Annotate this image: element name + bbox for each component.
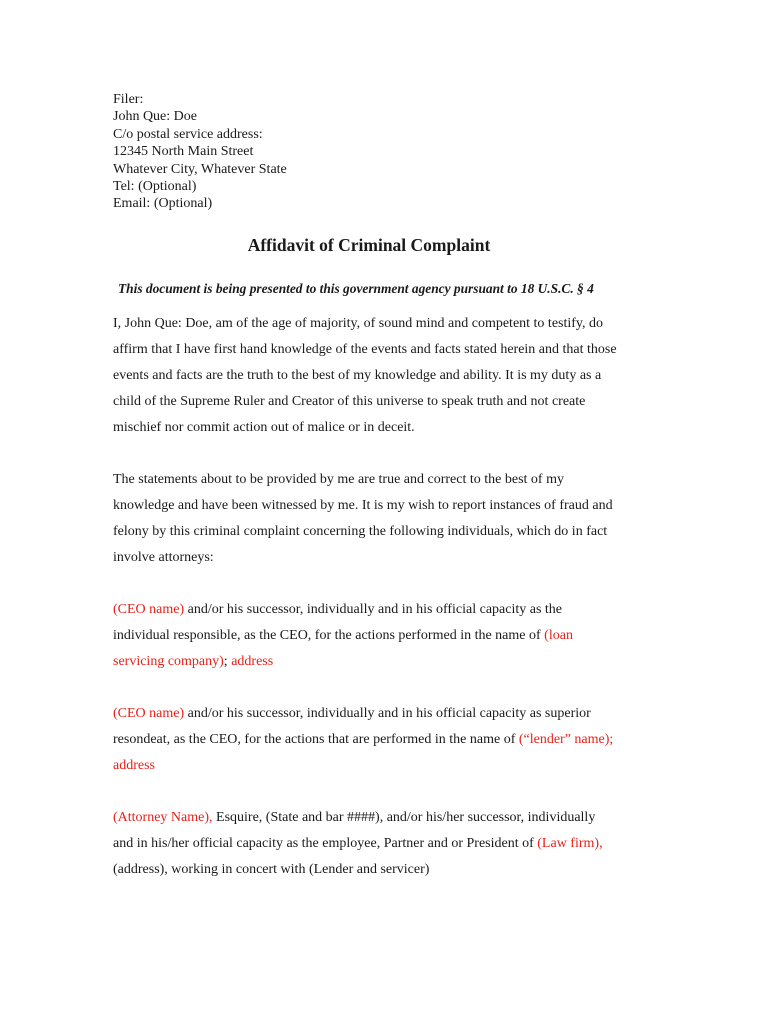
placeholder-lender-name: (“lender” name); (518, 732, 614, 747)
filer-city-state: Whatever City, Whatever State (113, 161, 287, 177)
document-subtitle: This document is being presented to this government agency pursuant to 18 U.S.C. § 4 (118, 281, 594, 296)
paragraph-line: mischief nor commit action out of malice or in deceit. (113, 420, 415, 435)
paragraph-line: child of the Supreme Ruler and Creator of this universe to speak truth and not create (113, 394, 586, 409)
paragraph-line: (address), working in concert with (Lender and servicer) (113, 862, 430, 877)
paragraph-line (113, 727, 658, 753)
paragraph-line: events and facts are the truth to the best of my knowledge and ability. It is my duty as a (113, 368, 602, 383)
line-text: ; (223, 654, 232, 669)
paragraph-line (113, 597, 658, 623)
paragraph-statements (113, 467, 658, 571)
placeholder-ceo-name: (CEO name) (113, 706, 185, 721)
paragraph-line: The statements about to be provided by me are true and correct to the best of my (113, 472, 564, 487)
document-title: Affidavit of Criminal Complaint (247, 235, 491, 255)
filer-block (113, 91, 287, 213)
line-text: resondeat, as the CEO, for the actions that are performed in the name of (113, 732, 519, 747)
paragraph-line (113, 831, 658, 857)
filer-label: Filer: (113, 92, 144, 107)
filer-name: John Que: Doe (113, 109, 197, 125)
filer-tel: Tel: (Optional) (113, 179, 197, 195)
paragraph-line (113, 623, 658, 649)
paragraph-line: affirm that I have first hand knowledge of the events and facts stated herein and that those (113, 342, 617, 357)
placeholder-law-firm: (Law firm), (537, 836, 603, 851)
placeholder-address: address (113, 758, 155, 773)
filer-street: 12345 North Main Street (113, 144, 254, 160)
paragraph-ceo-servicer (113, 597, 658, 675)
placeholder-attorney-name: (Attorney Name), (113, 810, 213, 825)
paragraph-affirmation (113, 311, 658, 441)
paragraph-line (113, 649, 658, 675)
paragraph-ceo-lender (113, 701, 658, 779)
line-text: individual responsible, as the CEO, for the actions performed in the name of (113, 628, 545, 643)
paragraph-line: involve attorneys: (113, 550, 214, 565)
filer-address-label: C/o postal service address: (113, 126, 263, 142)
paragraph-line (113, 805, 658, 831)
placeholder-loan: (loan (544, 628, 573, 643)
paragraph-attorney (113, 805, 658, 883)
placeholder-servicing-company: servicing company) (113, 654, 224, 669)
paragraph-line (113, 753, 658, 779)
line-text: and/or his successor, individually and in his official capacity as superior (184, 706, 591, 721)
placeholder-ceo-name: (CEO name) (113, 602, 185, 617)
line-text: Esquire, (State and bar ####), and/or his/her successor, individually (212, 810, 596, 825)
paragraph-line: knowledge and have been witnessed by me. It is my wish to report instances of fraud and (113, 498, 613, 513)
filer-email: Email: (Optional) (113, 196, 213, 212)
paragraph-line: I, John Que: Doe, am of the age of majority, of sound mind and competent to testify, do (113, 316, 604, 331)
paragraph-line: felony by this criminal complaint concerning the following individuals, which do in fact (113, 524, 608, 539)
paragraph-line (113, 701, 658, 727)
line-text: and in his/her official capacity as the employee, Partner and or President of (113, 836, 538, 851)
placeholder-address: address (231, 654, 274, 669)
line-text: and/or his successor, individually and in his official capacity as the (184, 602, 563, 617)
